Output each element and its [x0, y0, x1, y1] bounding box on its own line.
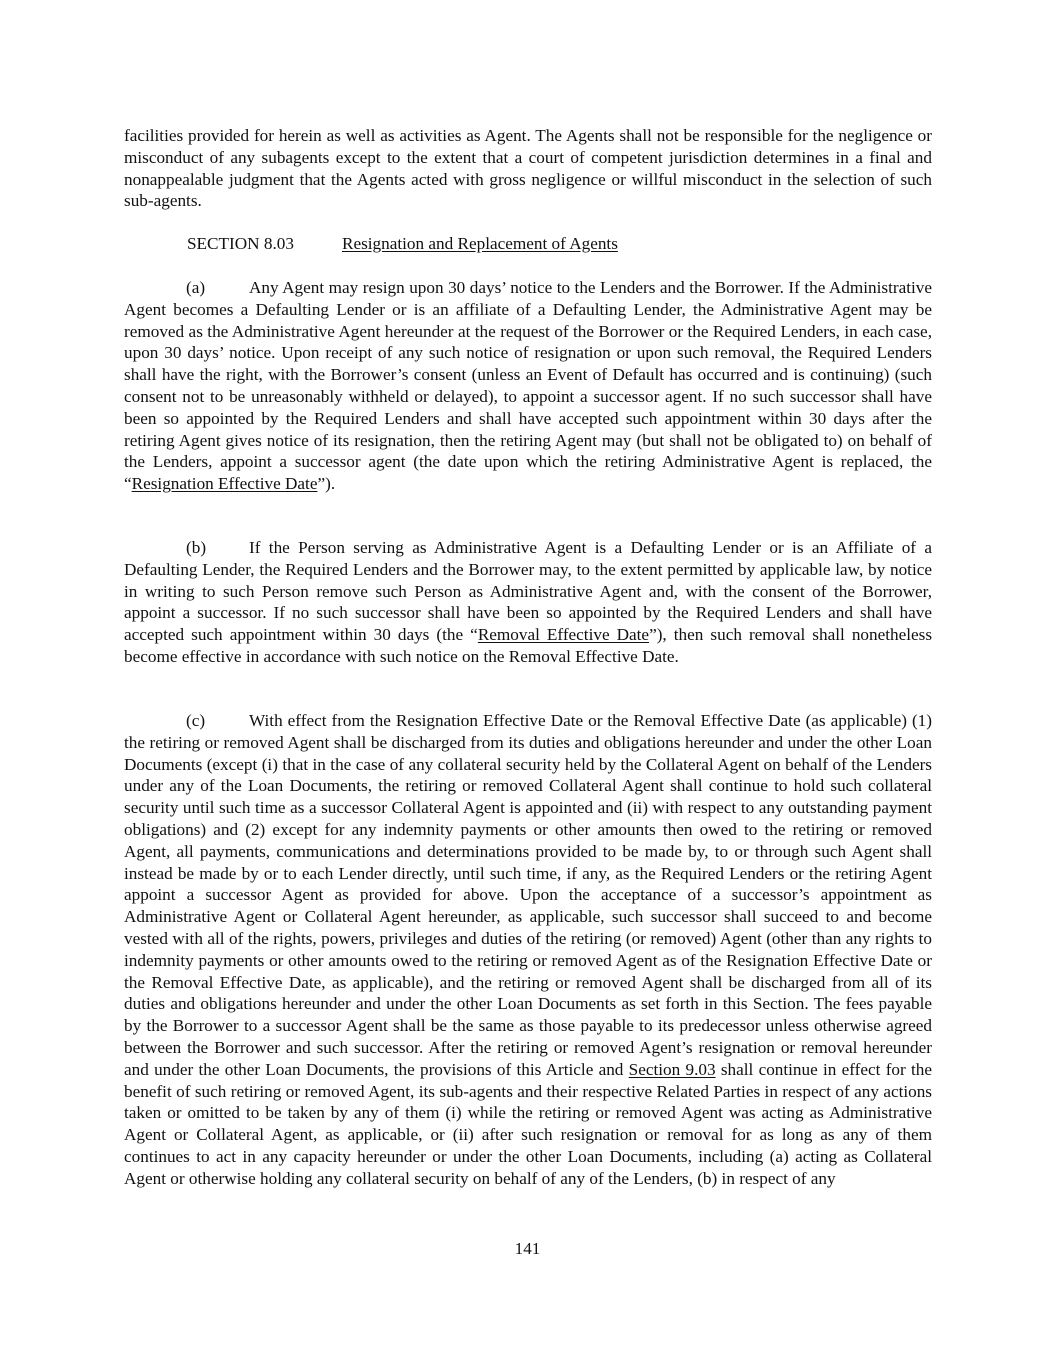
section-9-03-reference: Section 9.03	[628, 1059, 716, 1079]
paragraph-a-label: (a)	[186, 278, 206, 297]
paragraph-c-text-end: shall continue in effect for the benefit of such retiring or removed Agent, its sub-agents and their respective Related Parties in respect of any actions taken or omitted to be taken by any of them (i) while the retiring or removed Agent was acting as Administrative Agent or Collateral Agent, as applicable, or (ii) after such resignation or removal for as long as any of them continues to act in any capacity hereunder or under the other Loan Documents, including (a) acting as Collateral Agent or otherwise holding any collateral security on behalf of any of the Lenders, (b) in respect of any	[124, 1059, 933, 1188]
paragraph-b-text-end: ”), then such removal shall nonetheless become effective in accordance with such notice on the Removal Effective Date.	[124, 625, 933, 666]
paragraph-c-text: With effect from the Resignation Effective Date or the Removal Effective Date (as applicable) (1) the retiring or removed Agent shall be discharged from its duties and obligations hereunder and under the other Loan Documents (except (i) that in the case of any collateral security held by the Collateral Agent on behalf of the Lenders under any of the Loan Documents, the retiring or removed Collateral Agent shall continue to hold such collateral security until such time as a successor Collateral Agent is appointed and (ii) with respect to any outstanding payment obligations) and (2) except for any indemnity payments or other amounts then owed to the retiring or removed Agent, all payments, communications and determinations provided to be made by, to or through such Agent shall instead be made by or to each Lender directly, until such time, if any, as the Required Lenders or the retiring Agent appoint a successor Agent as provided for above. Upon the acceptance of a successor’s appointment as Administrative Agent or Collateral Agent hereunder, as applicable, such successor shall succeed to and become vested with all of the rights, powers, privileges and duties of the retiring (or removed) Agent (other than any rights to indemnity payments or other amounts owed to the retiring or removed Agent as of the Resignation Effective Date or the Removal Effective Date, as applicable), and the retiring or removed Agent shall be discharged from all of its duties and obligations hereunder and under the other Loan Documents as set forth in this Section. The fees payable by the Borrower to a successor Agent shall be the same as those payable to its predecessor unless otherwise agreed between the Borrower and such successor. After the retiring or removed Agent’s resignation or removal hereunder and under the other Loan Documents, the provisions of this Article and	[124, 711, 932, 1079]
section-number: SECTION 8.03	[187, 234, 294, 253]
resignation-effective-date-term: Resignation Effective Date	[131, 474, 318, 494]
paragraph-b-label: (b)	[186, 538, 207, 557]
section-title: Resignation and Replacement of Agents	[342, 234, 618, 253]
paragraph-b	[124, 537, 932, 668]
paragraph-c-label: (c)	[186, 711, 206, 730]
paragraph-b-text: If the Person serving as Administrative Agent is a Defaulting Lender or is an Affiliate of a Defaulting Lender, the Required Lenders and the Borrower may, to the extent permitted by applicable law, by notice in writing to such Person remove such Person as Administrative Agent and, with the consent of the Borrower, appoint a successor. If no such successor shall have been so appointed by the Required Lenders and shall have accepted such appointment within 30 days (the “	[124, 538, 932, 645]
continuation-paragraph	[124, 125, 932, 212]
continuation-paragraph-text: facilities provided for herein as well as activities as Agent. The Agents shall not be responsible for the negligence or misconduct of any subagents except to the extent that a court of competent jurisdiction determines in a final and nonappealable judgment that the Agents acted with gross negligence or willful misconduct in the selection of such sub-agents.	[124, 126, 932, 211]
paragraph-a-text: Any Agent may resign upon 30 days’ notice to the Lenders and the Borrower. If the Administrative Agent becomes a Defaulting Lender or is an affiliate of a Defaulting Lender, the Administrative Agent may be removed as the Administrative Agent hereunder at the request of the Borrower or the Required Lenders, in each case, upon 30 days’ notice. Upon receipt of any such notice of resignation or upon such removal, the Required Lenders shall have the right, with the Borrower’s consent (unless an Event of Default has occurred and is continuing) (such consent not to be unreasonably withheld or delayed), to appoint a successor agent. If no such successor shall have been so appointed by the Required Lenders and shall have accepted such appointment within 30 days after the retiring Agent gives notice of its resignation, then the retiring Agent may (but shall not be obligated to) on behalf of the Lenders, appoint a successor agent (the date upon which the retiring Administrative Agent is replaced, the “	[124, 278, 932, 494]
paragraph-a	[124, 277, 932, 495]
section-heading	[187, 233, 618, 255]
paragraph-a-text-end: ”).	[317, 474, 336, 494]
paragraph-c	[124, 710, 932, 1190]
page-number: 141	[514, 1239, 541, 1258]
removal-effective-date-term: Removal Effective Date	[477, 625, 650, 645]
